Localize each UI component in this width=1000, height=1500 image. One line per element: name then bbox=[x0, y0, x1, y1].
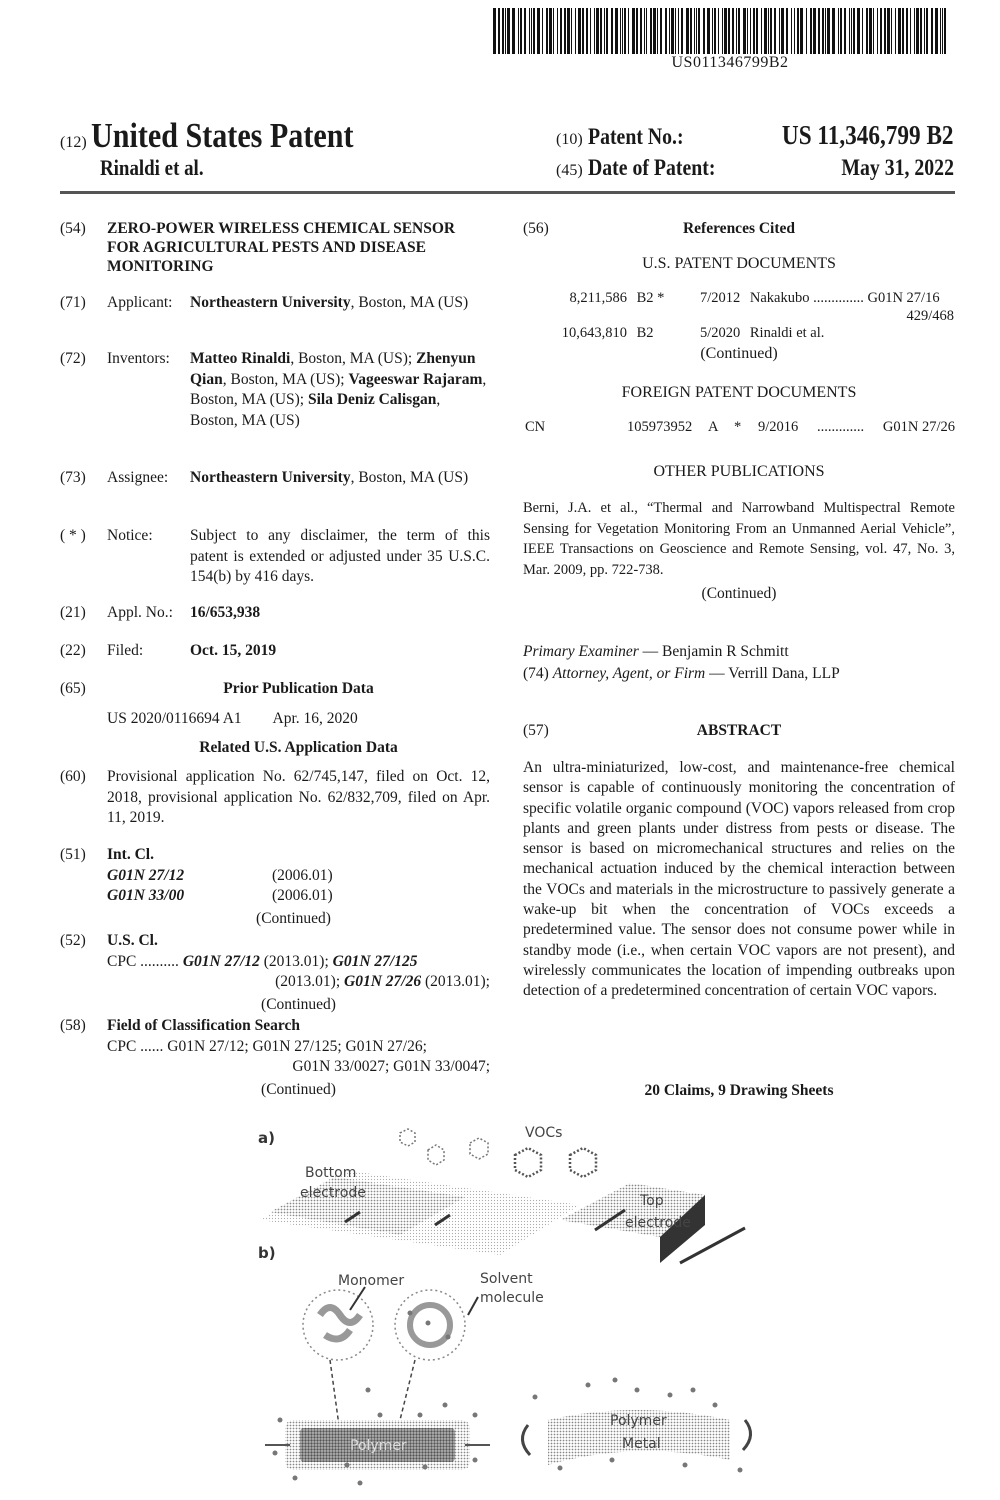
cpc-version: (2013.01); bbox=[421, 973, 490, 990]
inid-code: (72) bbox=[60, 350, 86, 367]
barcode-bar bbox=[750, 8, 751, 54]
barcode-bar bbox=[898, 8, 901, 54]
cpc-class: G01N 27/125 bbox=[332, 952, 418, 970]
inid-code: ( * ) bbox=[60, 527, 86, 544]
barcode-bar bbox=[756, 8, 758, 54]
barcode-bar bbox=[493, 8, 496, 54]
assignee-field bbox=[60, 468, 490, 489]
examiner-label: Primary Examiner bbox=[523, 643, 639, 660]
ref-star: * bbox=[734, 419, 742, 435]
barcode-bar bbox=[507, 8, 510, 54]
barcode-bar bbox=[567, 8, 570, 54]
barcode-bar bbox=[857, 8, 860, 54]
dash: — bbox=[638, 643, 663, 660]
invention-title: ZERO-POWER WIRELESS CHEMICAL SENSOR FOR AGRICULTURAL PESTS AND DISEASE MONITORING bbox=[107, 220, 456, 275]
int-cl-heading: Int. Cl. bbox=[107, 846, 154, 863]
barcode-bar bbox=[611, 8, 613, 54]
bending-arrow-icon bbox=[522, 1425, 530, 1455]
prior-publication-number: US 2020/0116694 A1 bbox=[107, 709, 242, 727]
arrow bbox=[468, 1297, 478, 1315]
barcode-bar bbox=[797, 8, 799, 54]
field-search-heading: Field of Classification Search bbox=[107, 1017, 301, 1034]
barcode-bar bbox=[549, 8, 552, 54]
us-reference-row bbox=[556, 325, 824, 342]
barcode-bar bbox=[910, 8, 911, 54]
barcode-bar bbox=[505, 8, 506, 54]
barcode-bar bbox=[764, 8, 767, 54]
barcode-bar bbox=[690, 8, 692, 54]
int-cl-version: (2006.01) bbox=[272, 866, 333, 884]
notice-text: Subject to any disclaimer, the term of this patent is extended or adjusted under 35 U.S.C. 154(b) by 416 days. bbox=[190, 527, 490, 585]
continued-note: (Continued) bbox=[256, 909, 331, 927]
barcode-bar bbox=[632, 8, 635, 54]
monomer-circle bbox=[303, 1290, 373, 1360]
barcode-bar bbox=[533, 8, 535, 54]
barcode-bar bbox=[747, 8, 748, 54]
inventor-name: Zhenyun Qian bbox=[190, 350, 476, 388]
inventor-name: Sila Deniz Calisgan bbox=[308, 391, 437, 408]
field-label: Assignee: bbox=[107, 469, 169, 486]
barcode-bar bbox=[832, 8, 835, 54]
barcode-bar bbox=[781, 8, 784, 54]
ref-number: 8,211,586 bbox=[569, 290, 627, 306]
cpc-class: G01N 27/12 bbox=[182, 952, 260, 970]
other-publication-citation: Berni, J.A. et al., “Thermal and Narrowband Multispectral Remote Sensing for Vegetation Monitoring From an Unmanned Aerial Vehicle”, IEEE Transactions on Geoscience and Remote Sensing, vol. 47, No. 3, Mar. 2009, pp. 722-738. bbox=[523, 500, 955, 578]
barcode-bar bbox=[557, 8, 558, 54]
barcode-bar bbox=[827, 8, 830, 54]
vocs-label: VOCs bbox=[525, 1125, 563, 1141]
attorney-name: Verrill Dana, LLP bbox=[728, 665, 840, 682]
barcode-bar bbox=[862, 8, 863, 54]
barcode-bar bbox=[653, 8, 656, 54]
ref-kind: A bbox=[708, 419, 719, 435]
title-field bbox=[60, 219, 490, 276]
barcode-bar bbox=[498, 8, 500, 54]
barcode-bar bbox=[920, 8, 922, 54]
application-number: 16/653,938 bbox=[190, 604, 261, 621]
barcode-bar bbox=[560, 8, 562, 54]
barcode-bar bbox=[600, 8, 602, 54]
barcode-bar bbox=[615, 8, 618, 54]
barcode-bar bbox=[518, 8, 519, 54]
int-cl-class: G01N 27/12 bbox=[107, 866, 185, 884]
ref-kind: B2 * bbox=[636, 290, 665, 306]
int-cl-row bbox=[107, 866, 490, 887]
leader-dots: ............. bbox=[817, 419, 865, 435]
document-type: United States Patent bbox=[90, 116, 354, 155]
barcode-bar bbox=[944, 8, 946, 54]
inid-code: (65) bbox=[60, 680, 86, 697]
continued-note: (Continued) bbox=[701, 585, 777, 602]
barcode-bar bbox=[942, 8, 943, 54]
applicant-location: , Boston, MA (US) bbox=[350, 294, 469, 311]
inventor-name: Vageeswar Rajaram bbox=[348, 370, 483, 388]
arrow bbox=[350, 1287, 365, 1310]
barcode-bar bbox=[575, 8, 576, 54]
barcode-bar bbox=[794, 8, 795, 54]
barcode-bar bbox=[724, 8, 727, 54]
prior-publication-date: Apr. 16, 2020 bbox=[272, 709, 358, 727]
barcode-bar bbox=[520, 8, 522, 54]
barcode-bar bbox=[620, 8, 621, 54]
inid-code: (71) bbox=[60, 294, 86, 311]
provisional-application-field bbox=[60, 767, 490, 829]
related-application-field bbox=[60, 738, 490, 759]
barcode-bar bbox=[810, 8, 812, 54]
polymer-left-label: Polymer bbox=[350, 1438, 407, 1454]
barcode-bar bbox=[873, 8, 874, 54]
examiner-name: Benjamin R Schmitt bbox=[662, 643, 789, 660]
barcode-bar bbox=[902, 8, 904, 54]
inventors-field bbox=[60, 349, 490, 431]
front-page-drawing bbox=[250, 1115, 770, 1490]
barcode-bar bbox=[628, 8, 629, 54]
barcode-bar bbox=[738, 8, 740, 54]
dash: — bbox=[705, 665, 729, 682]
barcode-bar bbox=[669, 8, 670, 54]
barcode-bar bbox=[529, 8, 530, 54]
inid-code: (74) bbox=[523, 665, 549, 682]
barcode-bar bbox=[840, 8, 842, 54]
barcode-bar bbox=[582, 8, 584, 54]
inid-code: (56) bbox=[523, 220, 549, 237]
barcode-bar bbox=[774, 8, 776, 54]
ref-class: G01N 27/16 bbox=[867, 290, 940, 306]
barcode-bar bbox=[770, 8, 772, 54]
applicant-name: Northeastern University bbox=[190, 294, 351, 311]
barcode-bar bbox=[586, 8, 588, 54]
ref-name: Rinaldi et al. bbox=[749, 325, 825, 341]
barcode-bar bbox=[791, 8, 792, 54]
barcode-bar bbox=[916, 8, 919, 54]
inid-code: (60) bbox=[60, 768, 86, 785]
ref-date: 7/2012 bbox=[699, 290, 741, 306]
dashed-arrow bbox=[400, 1360, 415, 1420]
continued-note: (Continued) bbox=[261, 995, 336, 1013]
abstract-heading: ABSTRACT bbox=[696, 722, 782, 739]
ref-number: 105973952 bbox=[627, 419, 693, 435]
barcode-bar bbox=[698, 8, 700, 54]
barcode-bar bbox=[524, 8, 526, 54]
prior-publication-field bbox=[60, 679, 490, 729]
us-patent-documents-heading: U.S. PATENT DOCUMENTS bbox=[642, 255, 836, 272]
us-reference-row bbox=[563, 290, 940, 307]
barcode-bar bbox=[753, 8, 755, 54]
barcode-bar bbox=[884, 8, 886, 54]
inventor-location: , Boston, MA (US); bbox=[222, 370, 345, 388]
barcode-bar bbox=[887, 8, 890, 54]
references-cited-heading-row bbox=[523, 219, 955, 240]
bending-arrow-icon bbox=[743, 1420, 751, 1450]
barcode-bar bbox=[644, 8, 645, 54]
barcode-bar bbox=[553, 8, 554, 54]
field-label: Appl. No.: bbox=[107, 604, 173, 621]
applicant-field bbox=[60, 293, 490, 314]
barcode-bar bbox=[728, 8, 730, 54]
barcode-bar bbox=[877, 8, 878, 54]
barcode-number: US011346799B2 bbox=[671, 54, 789, 71]
barcode-bar bbox=[869, 8, 872, 54]
int-cl-version: (2006.01) bbox=[272, 887, 333, 904]
barcode-bar bbox=[564, 8, 566, 54]
ref-date: 9/2016 bbox=[758, 419, 799, 435]
assignee-name: Northeastern University bbox=[190, 469, 351, 486]
us-cl-field bbox=[60, 931, 490, 1015]
prior-publication-heading: Prior Publication Data bbox=[223, 680, 374, 697]
barcode-bar bbox=[822, 8, 824, 54]
barcode-bar bbox=[761, 8, 762, 54]
foreign-patent-documents-heading: FOREIGN PATENT DOCUMENTS bbox=[621, 384, 857, 401]
field-label: Inventors: bbox=[107, 350, 170, 367]
ref-kind: B2 bbox=[636, 325, 654, 341]
barcode-bar bbox=[853, 8, 855, 54]
filing-date: Oct. 15, 2019 bbox=[190, 642, 277, 659]
barcode-bar bbox=[578, 8, 581, 54]
int-cl-class: G01N 33/00 bbox=[107, 887, 185, 904]
leader-dots: .............. bbox=[813, 290, 864, 306]
inventor-location: , Boston, MA (US) bbox=[190, 391, 441, 429]
barcode-bar bbox=[675, 8, 676, 54]
barcode-bar bbox=[622, 8, 623, 54]
barcode-bar bbox=[732, 8, 734, 54]
references-cited-heading: References Cited bbox=[682, 220, 796, 237]
patent-number: US 11,346,799 B2 bbox=[782, 120, 954, 150]
field-label: Notice: bbox=[107, 527, 153, 544]
barcode-bar bbox=[703, 8, 705, 54]
barcode-bar bbox=[825, 8, 826, 54]
field-of-search bbox=[60, 1016, 490, 1100]
barcode-bar bbox=[940, 8, 941, 54]
barcode-bar bbox=[512, 8, 515, 54]
inventor-location: , Boston, MA (US); bbox=[190, 370, 487, 408]
inid-code-45: (45) bbox=[556, 162, 583, 179]
barcode-bar bbox=[596, 8, 599, 54]
barcode-bar bbox=[926, 8, 928, 54]
barcode-bar bbox=[678, 8, 679, 54]
panel-a-label: a) bbox=[258, 1129, 275, 1147]
application-number-field bbox=[60, 603, 490, 624]
barcode-bar bbox=[844, 8, 846, 54]
field-label: Applicant: bbox=[107, 294, 173, 311]
monomer-label: Monomer bbox=[338, 1273, 405, 1289]
bottom-electrode-label: Bottom bbox=[305, 1165, 357, 1181]
solvent-label-2: molecule bbox=[480, 1290, 544, 1306]
inid-code: (54) bbox=[60, 220, 86, 237]
cpc-version: (2013.01); bbox=[259, 952, 333, 970]
barcode-bar bbox=[895, 8, 896, 54]
barcode-bar bbox=[714, 8, 716, 54]
barcode-bar bbox=[502, 8, 504, 54]
barcode-bar bbox=[935, 8, 938, 54]
other-publications-heading: OTHER PUBLICATIONS bbox=[653, 463, 825, 480]
inid-code-10: (10) bbox=[556, 131, 583, 148]
barcode-bar bbox=[694, 8, 695, 54]
metal-label: Metal bbox=[622, 1436, 661, 1452]
field-search-line: G01N 33/0027; G01N 33/0047; bbox=[292, 1058, 490, 1075]
barcode-bar bbox=[681, 8, 683, 54]
document-type-heading bbox=[60, 116, 396, 156]
first-inventor-et-al: Rinaldi et al. bbox=[100, 155, 204, 180]
claims-and-sheets: 20 Claims, 9 Drawing Sheets bbox=[644, 1082, 834, 1099]
barcode-bar bbox=[546, 8, 548, 54]
abstract-text: An ultra-miniaturized, low-cost, and maintenance-free chemical sensor is capable of continuously monitoring the concentration of specific volatile organic compound (VOC) vapors released from crop plants and green plants under distress from pests or disease. The sensor is based on micromechanical structures and relies on the mechanical actuation induced by the chemical interaction between the VOCs and materials in the microstructure to passively generate a wake-up bit when the concentration of VOCs exceeds a predetermined value. The sensor does not consume power while in standby mode (i.e., when certain VOC vapors are not present), and wirelessly communicates the location of impending outbreaks upon detection of a predetermined concentration of certain VOC vapors. bbox=[523, 759, 955, 1000]
header-divider bbox=[60, 191, 955, 194]
barcode-bar bbox=[779, 8, 780, 54]
barcode-bar bbox=[531, 8, 532, 54]
ref-date: 5/2020 bbox=[699, 325, 741, 341]
inventor-list bbox=[190, 349, 490, 431]
abstract-heading-row bbox=[523, 721, 955, 742]
date-of-patent-label-row bbox=[556, 155, 737, 181]
barcode-bar bbox=[671, 8, 674, 54]
attorney-agent-firm bbox=[523, 664, 955, 685]
barcode-bar bbox=[800, 8, 803, 54]
inid-code: (73) bbox=[60, 469, 86, 486]
barcode-bar bbox=[707, 8, 710, 54]
barcode-bar bbox=[657, 8, 658, 54]
barcode-bar bbox=[880, 8, 882, 54]
top-electrode-label: Top bbox=[640, 1193, 664, 1209]
barcode-bar bbox=[838, 8, 839, 54]
cpc-version: (2013.01); bbox=[275, 973, 345, 990]
barcode-bar bbox=[640, 8, 642, 54]
barcode-bar bbox=[660, 8, 662, 54]
ref-class-secondary: 429/468 bbox=[906, 308, 954, 324]
barcode-bar bbox=[914, 8, 915, 54]
barcode-bar bbox=[650, 8, 652, 54]
ref-name: Nakakubo bbox=[749, 290, 810, 306]
barcode-bar bbox=[924, 8, 925, 54]
patent-number-label-row bbox=[556, 124, 700, 150]
barcode-bar bbox=[818, 8, 820, 54]
inid-code: (22) bbox=[60, 642, 86, 659]
inventor-location: , Boston, MA (US); bbox=[290, 350, 413, 367]
cpc-class: G01N 27/26 bbox=[344, 973, 422, 990]
polymer-right-label: Polymer bbox=[610, 1413, 667, 1429]
int-cl-field bbox=[60, 845, 490, 929]
inid-code: (52) bbox=[60, 932, 86, 949]
notice-field bbox=[60, 526, 490, 588]
ref-number: 10,643,810 bbox=[561, 325, 627, 341]
barcode-bar bbox=[646, 8, 647, 54]
panel-b-label: b) bbox=[258, 1244, 276, 1262]
assignee-location: , Boston, MA (US) bbox=[350, 469, 469, 486]
continued-note: (Continued) bbox=[261, 1080, 336, 1098]
polymer-ring-icon bbox=[410, 1305, 450, 1345]
attorney-label: Attorney, Agent, or Firm bbox=[552, 665, 706, 682]
barcode-bar bbox=[636, 8, 638, 54]
top-electrode-label-2: electrode bbox=[625, 1215, 691, 1231]
barcode-bar bbox=[866, 8, 868, 54]
barcode-bar bbox=[606, 8, 608, 54]
field-label: Filed: bbox=[107, 642, 144, 659]
inid-code: (58) bbox=[60, 1017, 86, 1034]
solvent-circle bbox=[395, 1290, 465, 1360]
primary-examiner bbox=[523, 642, 955, 663]
barcode-bar bbox=[806, 8, 807, 54]
date-of-patent: May 31, 2022 bbox=[841, 155, 954, 180]
inid-code: (51) bbox=[60, 846, 86, 863]
barcode-bar bbox=[686, 8, 689, 54]
barcode-bar bbox=[594, 8, 595, 54]
barcode-bar bbox=[604, 8, 605, 54]
date-of-patent-label: Date of Patent: bbox=[588, 155, 716, 180]
us-cl-heading: U.S. Cl. bbox=[107, 932, 158, 949]
field-search-line: CPC ...... G01N 27/12; G01N 27/125; G01N 27/26; bbox=[107, 1037, 427, 1055]
inid-code: (21) bbox=[60, 604, 86, 621]
barcode-bar bbox=[722, 8, 723, 54]
barcode-bar bbox=[743, 8, 746, 54]
bottom-electrode-label-2: electrode bbox=[300, 1185, 366, 1201]
barcode-bar bbox=[571, 8, 572, 54]
monomer-icon bbox=[320, 1308, 360, 1340]
barcode-bar bbox=[696, 8, 697, 54]
barcode-bar bbox=[537, 8, 540, 54]
barcode-bar bbox=[813, 8, 816, 54]
barcode-bar bbox=[891, 8, 892, 54]
barcode-bar bbox=[590, 8, 591, 54]
inventor-name: Matteo Rinaldi bbox=[190, 350, 291, 367]
barcode-bar bbox=[712, 8, 713, 54]
continued-note: (Continued) bbox=[700, 345, 778, 362]
voc-molecules-icon bbox=[400, 1129, 596, 1177]
related-application-heading: Related U.S. Application Data bbox=[199, 739, 398, 756]
barcode-bar bbox=[542, 8, 543, 54]
patent-number-label: Patent No.: bbox=[588, 124, 684, 149]
barcode-bar bbox=[718, 8, 719, 54]
inid-code-12: (12) bbox=[60, 134, 87, 151]
inid-code: (57) bbox=[523, 722, 549, 739]
ref-country: CN bbox=[525, 419, 546, 435]
barcode-bar bbox=[851, 8, 852, 54]
barcode-bar bbox=[768, 8, 769, 54]
barcode-bar bbox=[931, 8, 933, 54]
barcode-bar bbox=[849, 8, 850, 54]
barcode-bar bbox=[906, 8, 908, 54]
barcode-bar bbox=[786, 8, 788, 54]
cpc-prefix: CPC .......... bbox=[107, 952, 179, 970]
ref-class: G01N 27/26 bbox=[882, 419, 955, 435]
filed-field bbox=[60, 641, 490, 662]
barcode-bar bbox=[665, 8, 667, 54]
solvent-label: Solvent bbox=[480, 1271, 533, 1287]
int-cl-row bbox=[107, 886, 490, 907]
barcode-bar bbox=[624, 8, 626, 54]
barcode bbox=[493, 8, 955, 54]
provisional-application-text: Provisional application No. 62/745,147, filed on Oct. 12, 2018, provisional application No. 62/832,709, filed on Apr. 11, 2019. bbox=[107, 768, 490, 826]
barcode-bar bbox=[736, 8, 737, 54]
